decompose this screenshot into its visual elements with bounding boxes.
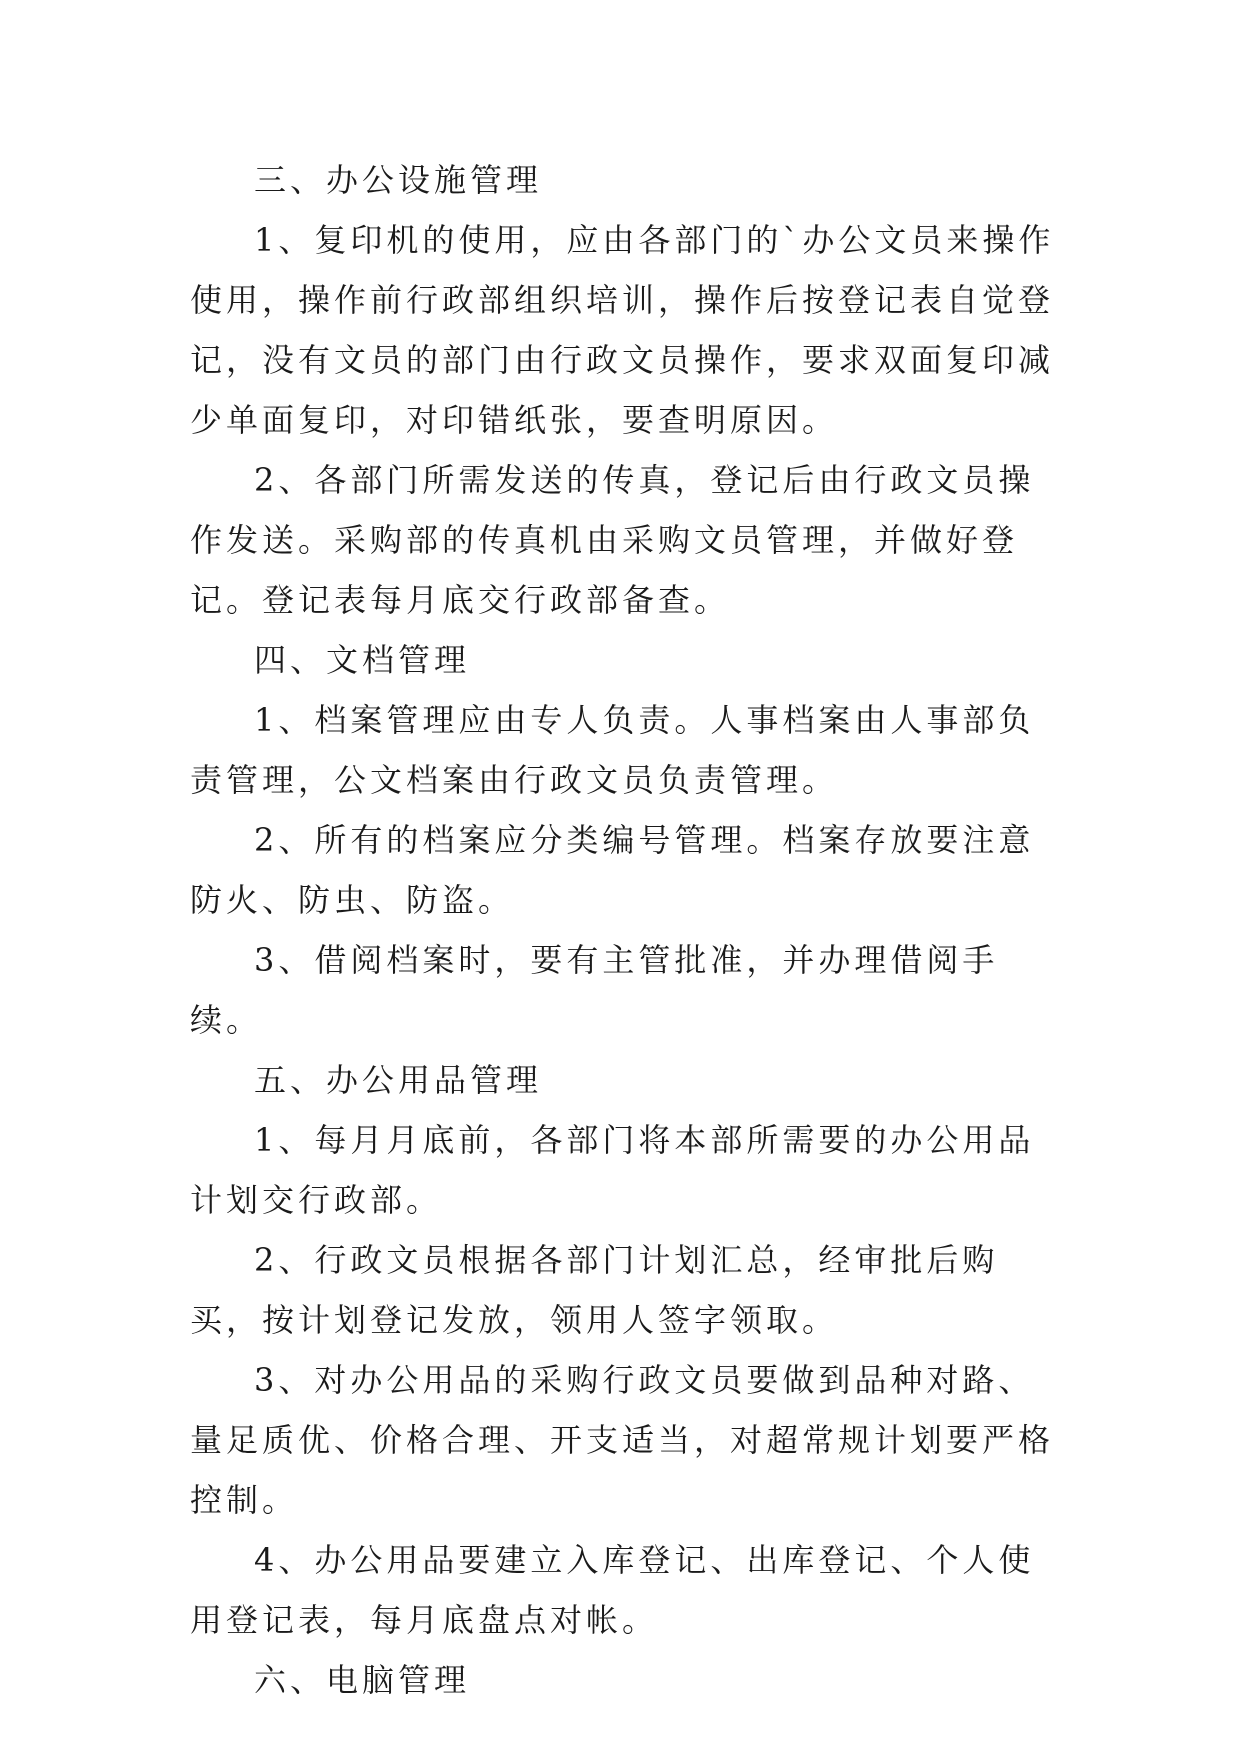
- paragraph-archive-borrowing: 3、借阅档案时，要有主管批准，并办理借阅手续。: [190, 941, 999, 1039]
- paragraph-archive-classification: 2、所有的档案应分类编号管理。档案存放要注意防火、防虫、防盗。: [190, 821, 1035, 919]
- paragraph-supplies-inventory: 4、办公用品要建立入库登记、出库登记、个人使用登记表，每月底盘点对帐。: [190, 1541, 1035, 1639]
- paragraph-supplies-plan: 1、每月月底前，各部门将本部所需要的办公用品计划交行政部。: [190, 1121, 1035, 1219]
- paragraph-copier-usage: 1、复印机的使用，应由各部门的`办公文员来操作使用，操作前行政部组织培训，操作后按登记表自觉登记，没有文员的部门由行政文员操作，要求双面复印减少单面复印，对印错纸张，要查明原因。: [190, 221, 1055, 439]
- section-heading-document-management: 四、文档管理: [254, 641, 471, 679]
- paragraph-fax-usage: 2、各部门所需发送的传真，登记后由行政文员操作发送。采购部的传真机由采购文员管理，并做好登记。登记表每月底交行政部备查。: [190, 461, 1035, 619]
- section-heading-computer-management: 六、电脑管理: [254, 1661, 471, 1699]
- section-heading-office-facilities: 三、办公设施管理: [254, 161, 543, 199]
- paragraph-archive-responsibility: 1、档案管理应由专人负责。人事档案由人事部负责管理，公文档案由行政文员负责管理。: [190, 701, 1035, 799]
- paragraph-supplies-procurement: 3、对办公用品的采购行政文员要做到品种对路、量足质优、价格合理、开支适当，对超常规计划要严格控制。: [190, 1361, 1055, 1519]
- paragraph-supplies-purchase: 2、行政文员根据各部门计划汇总，经审批后购买，按计划登记发放，领用人签字领取。: [190, 1241, 999, 1339]
- section-heading-office-supplies: 五、办公用品管理: [254, 1061, 543, 1099]
- document-page: [190, 150, 1070, 1710]
